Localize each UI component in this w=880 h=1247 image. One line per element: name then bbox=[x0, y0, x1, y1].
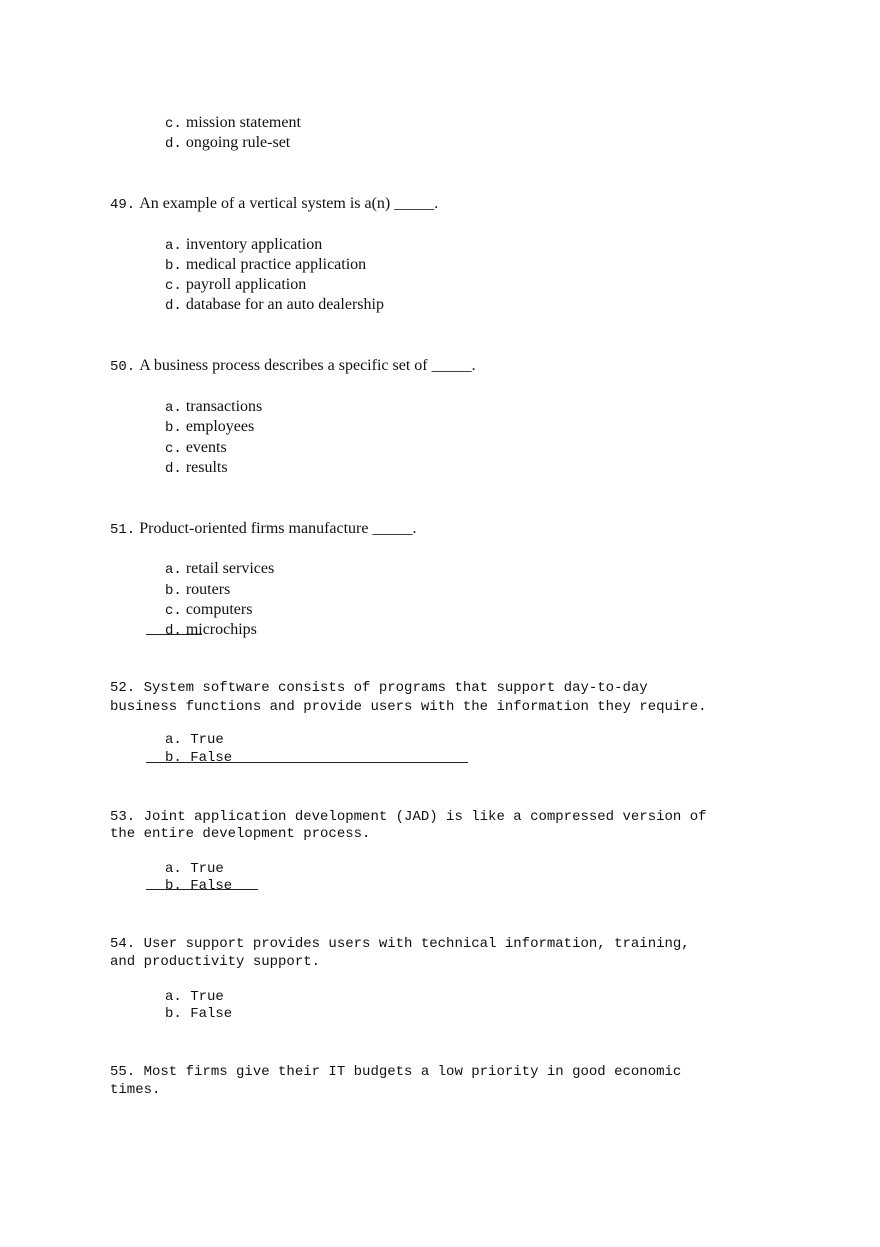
q49-option-d: d. database for an auto dealership bbox=[165, 296, 384, 314]
q51-option-c: c. computers bbox=[165, 601, 253, 619]
q49-option-a: a. inventory application bbox=[165, 236, 323, 254]
q51-option-b: b. routers bbox=[165, 581, 231, 599]
q54-option-a: a. True bbox=[165, 989, 224, 1005]
question-49: 49. An example of a vertical system is a(n) _____. bbox=[110, 195, 439, 213]
question-54-line-2: and productivity support. bbox=[110, 954, 321, 970]
question-55-line-2: times. bbox=[110, 1082, 161, 1098]
q50-option-a: a. transactions bbox=[165, 398, 263, 416]
q50-option-c: c. events bbox=[165, 439, 227, 457]
q49-option-b: b. medical practice application bbox=[165, 256, 367, 274]
q49-option-c: c. payroll application bbox=[165, 276, 307, 294]
q52-option-b: b. False bbox=[165, 750, 233, 766]
q51-option-a: a. retail services bbox=[165, 560, 275, 578]
q51-option-d: d. microchips bbox=[165, 621, 257, 639]
q54-option-b: b. False bbox=[165, 1006, 233, 1022]
question-53-line-2: the entire development process. bbox=[110, 826, 371, 842]
q50-option-d: d. results bbox=[165, 459, 228, 477]
option-c: c. mission statement bbox=[165, 114, 301, 132]
answer-mark-52 bbox=[146, 762, 468, 763]
question-50: 50. A business process describes a specific set of _____. bbox=[110, 357, 476, 375]
question-54-line-1: 54. User support provides users with technical information, training, bbox=[110, 936, 690, 952]
q53-option-b: b. False bbox=[165, 878, 233, 894]
question-52-line-2: business functions and provide users with the information they require. bbox=[110, 699, 707, 715]
answer-mark-51 bbox=[146, 634, 202, 635]
question-52-line-1: 52. System software consists of programs that support day-to-day bbox=[110, 680, 648, 696]
question-53-line-1: 53. Joint application development (JAD) is like a compressed version of bbox=[110, 809, 707, 825]
question-55-line-1: 55. Most firms give their IT budgets a low priority in good economic bbox=[110, 1064, 682, 1080]
option-d: d. ongoing rule-set bbox=[165, 134, 291, 152]
answer-mark-53 bbox=[146, 889, 258, 890]
question-51: 51. Product-oriented firms manufacture _____. bbox=[110, 520, 417, 538]
q50-option-b: b. employees bbox=[165, 418, 255, 436]
q52-option-a: a. True bbox=[165, 732, 224, 748]
q53-option-a: a. True bbox=[165, 861, 224, 877]
